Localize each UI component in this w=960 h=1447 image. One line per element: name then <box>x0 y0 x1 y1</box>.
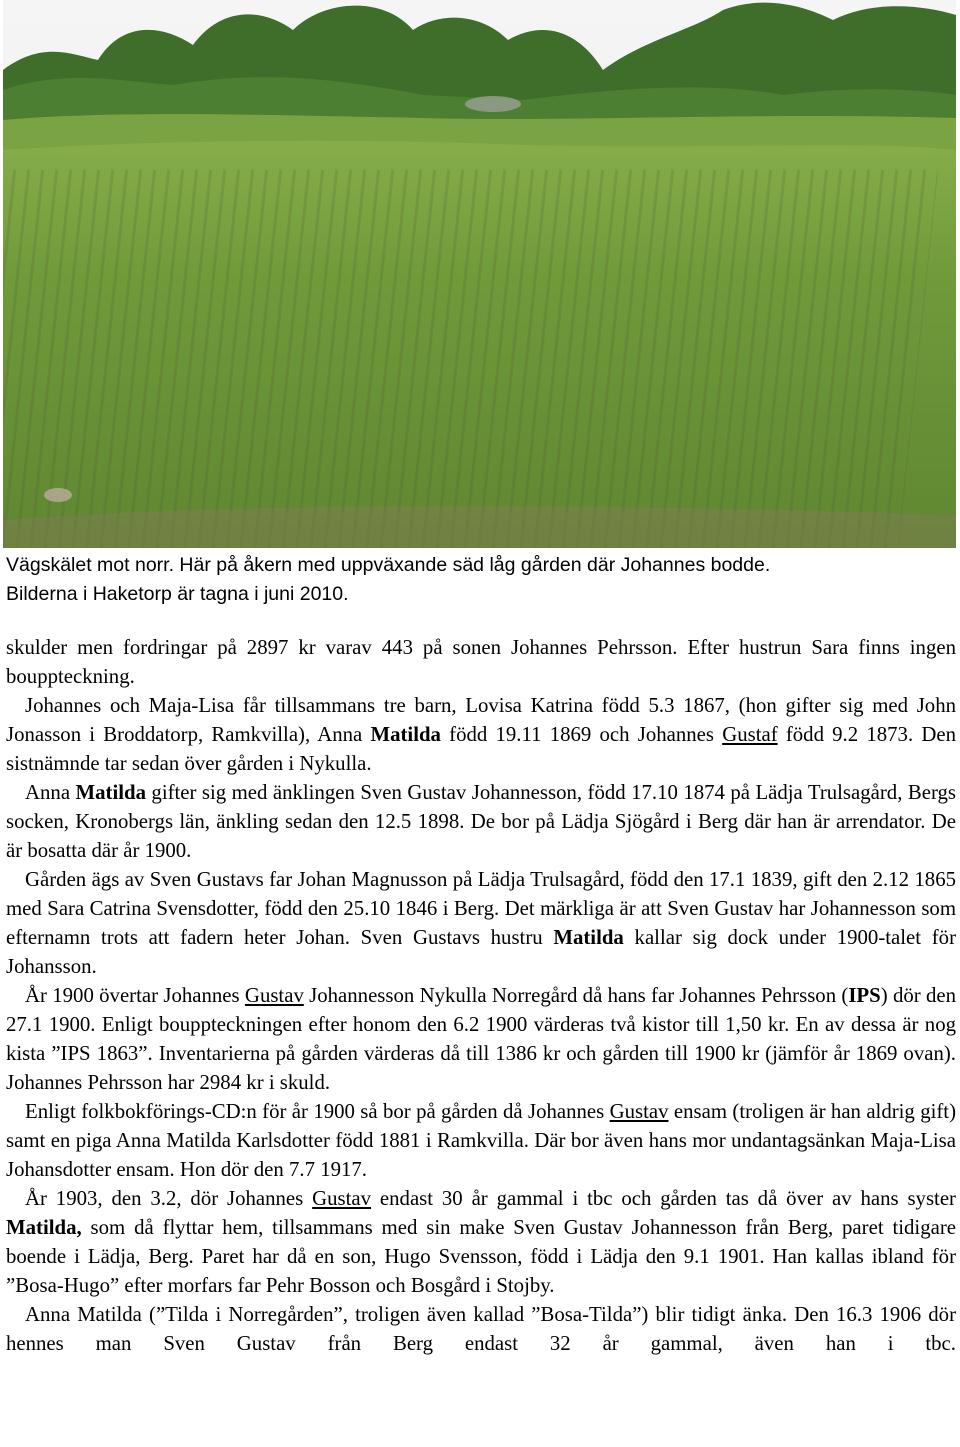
text-run: År 1900 övertar Johannes <box>25 984 245 1007</box>
text-run: skulder men fordringar på 2897 kr varav 443 på sonen Johannes Pehrsson. Efter hustrun Sara finns ingen bouppteckning. <box>6 636 956 688</box>
text-run: endast 30 år gammal i tbc och gården tas då över av hans syster <box>371 1187 956 1210</box>
paragraph <box>6 633 956 691</box>
paragraph <box>6 865 956 981</box>
underlined-name: Gustav <box>609 1100 669 1123</box>
text-run: Enligt folkbokförings-CD:n för år 1900 så bor på gården då Johannes <box>25 1100 610 1123</box>
text-run: ensam (troligen är han aldrig gift) samt en piga Anna Matilda Karlsdotter född 1881 i Ramkvilla. Där bor även hans mor undantagsänkan Maja-Lisa Johansdotter ensam. Hon dör den 7.7 1917. <box>6 1100 956 1181</box>
paragraph <box>6 778 956 865</box>
caption-line: Vägskälet mot norr. Här på åkern med uppväxande säd låg gården där Johannes bodde. <box>6 554 771 576</box>
document-body <box>6 633 956 1358</box>
underlined-name: Gustav <box>244 984 304 1007</box>
bold-name: Matilda <box>553 926 624 949</box>
underlined-name: Gustav <box>312 1187 372 1210</box>
bold-name: Matilda <box>370 723 441 746</box>
text-run: gifter sig med änklingen Sven Gustav Johannesson, född 17.10 1874 på Lädja Trulsagård, Bergs socken, Kronobergs län, änkling sedan den 12.5 1898. De bor på Lädja Sjögård i Berg där han är arrendator. De är bosatta där år 1900. <box>6 781 956 862</box>
text-run: Anna Matilda (”Tilda i Norregården”, troligen även kallad ”Bosa-Tilda”) blir tidigt änka. Den 16.3 1906 dör hennes man Sven Gustav från Berg endast 32 år gammal, även han i tbc. <box>6 1303 956 1355</box>
photo-caption <box>6 551 946 609</box>
bold-name: Matilda <box>75 781 146 804</box>
text-run: kallar sig dock under 1900-talet för Johansson. <box>6 926 956 978</box>
underlined-name: Gustaf <box>722 723 778 746</box>
paragraph <box>6 1300 956 1358</box>
bold-name: Matilda, <box>6 1216 82 1239</box>
field-photo <box>3 0 956 548</box>
text-run: Johannes och Maja-Lisa får tillsammans tre barn, Lovisa Katrina född 5.3 1867, (hon gifter sig med John Jonasson i Broddatorp, Ramkvilla), Anna <box>6 694 956 746</box>
bold-name: IPS <box>848 984 881 1007</box>
text-run: Anna <box>25 781 76 804</box>
text-run: som då flyttar hem, tillsammans med sin make Sven Gustav Johannesson från Berg, paret tidigare boende i Lädja, Berg. Paret har då en son, Hugo Svensson, född i Lädja den 9.1 1901. Han kallas ibland för ”Bosa-Hugo” efter morfars far Pehr Bosson och Bosgård i Stojby. <box>6 1216 956 1297</box>
text-run: Johannesson Nykulla Norregård då hans far Johannes Pehrsson ( <box>303 984 849 1007</box>
caption-line: Bilderna i Haketorp är tagna i juni 2010. <box>6 583 349 605</box>
paragraph <box>6 1097 956 1184</box>
paragraph <box>6 1184 956 1300</box>
field-photo-icon <box>3 0 956 548</box>
paragraph <box>6 981 956 1097</box>
text-run: Gården ägs av Sven Gustavs far Johan Magnusson på Lädja Trulsagård, född den 17.1 1839, gift den 2.12 1865 med Sara Catrina Svensdotter, född den 25.10 1846 i Berg. Det märkliga är att Sven Gustav har Johannesson som efternamn trots att fadern heter Johan. Sven Gustavs hustru <box>6 868 956 949</box>
text-run: ) dör den 27.1 1900. Enligt bouppteckningen efter honom den 6.2 1900 värderas två kistor till 1,50 kr. En av dessa är nog kista ”IPS 1863”. Inventarierna på gården värderas då till 1386 kr och gården till 1900 kr (jämför år 1869 ovan). Johannes Pehrsson har 2984 kr i skuld. <box>6 984 957 1094</box>
text-run: År 1903, den 3.2, dör Johannes <box>25 1187 313 1210</box>
text-run: född 9.2 1873. Den sistnämnde tar sedan över gården i Nykulla. <box>6 723 957 775</box>
paragraph <box>6 691 956 778</box>
text-run: född 19.11 1869 och Johannes <box>440 723 723 746</box>
